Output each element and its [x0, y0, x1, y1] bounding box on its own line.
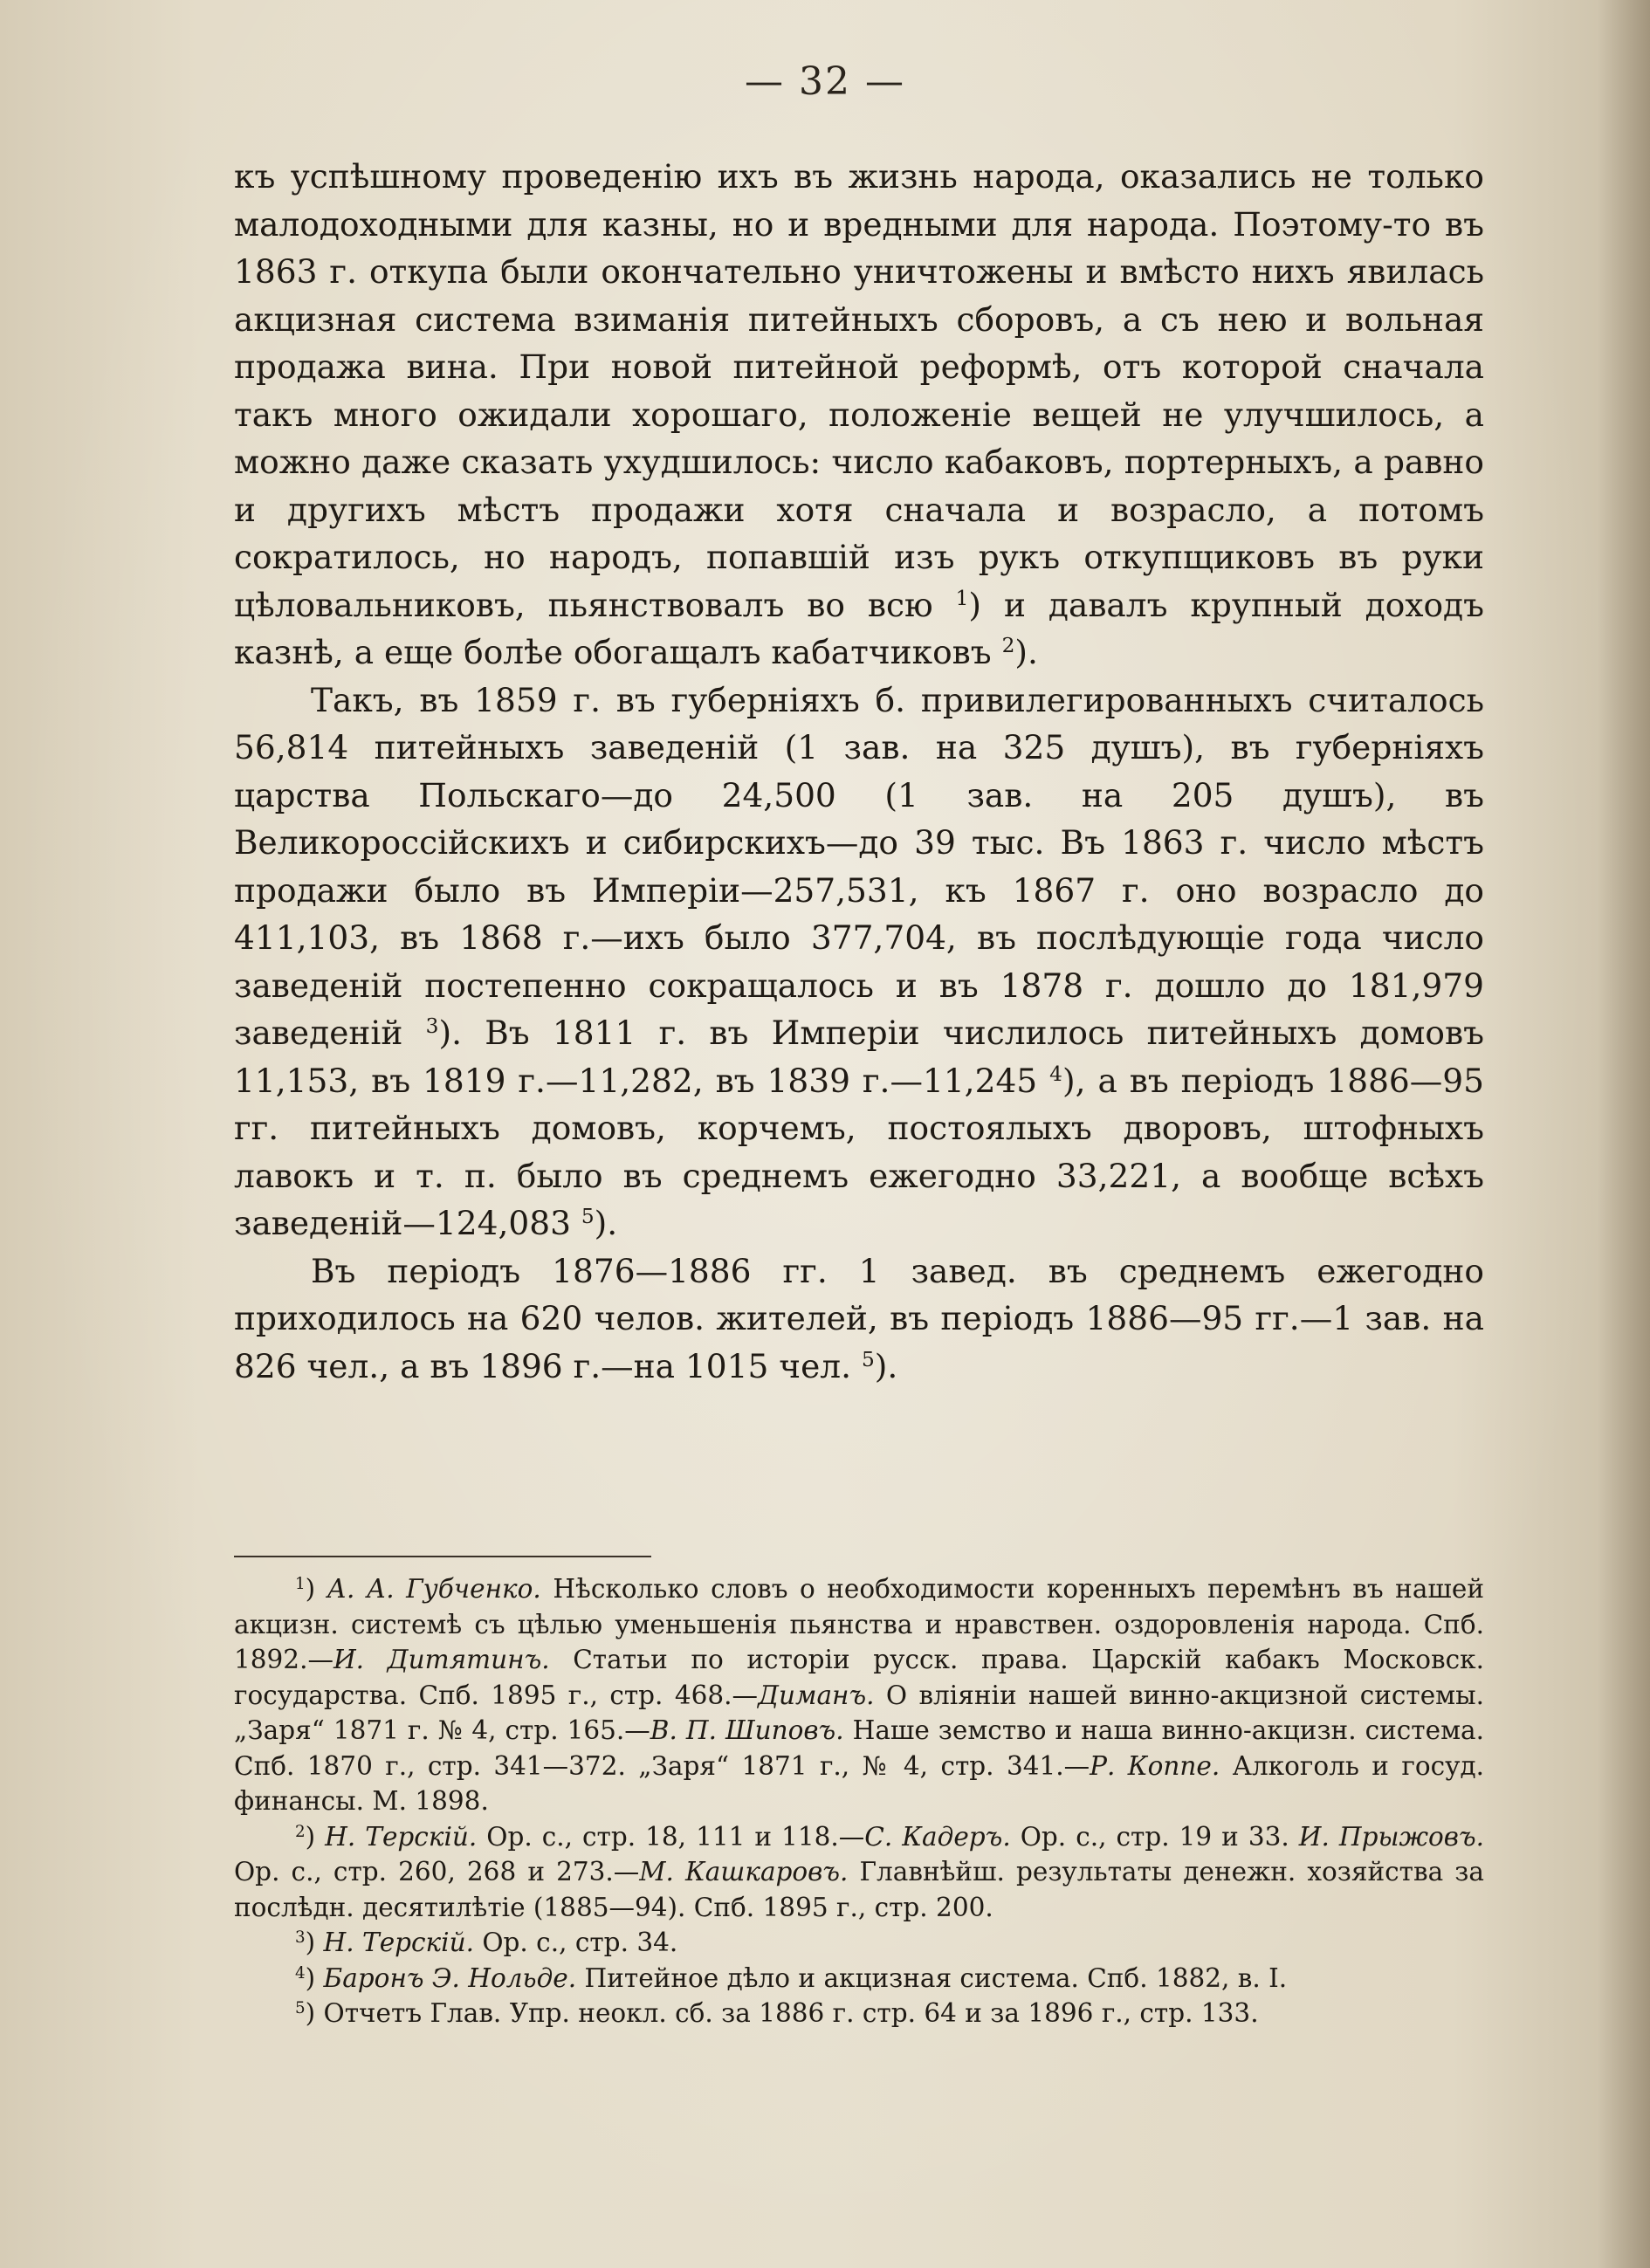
footnote-2-author-3: И. Прыжовъ.	[1298, 1821, 1485, 1852]
footnote-1-author-4: В. П. Шиповъ.	[650, 1715, 844, 1745]
footnote-2-text-3: Ор. с., стр. 260, 268 и 273.—	[234, 1857, 640, 1887]
footnote-3-mark: 3	[295, 1928, 306, 1947]
page-number: — 32 —	[745, 59, 905, 104]
footnote-ref-5: 5	[581, 1205, 595, 1229]
footnote-3-author-1: Н. Терскій.	[323, 1928, 474, 1957]
footnotes	[234, 1571, 1484, 2031]
footnote-3: $^3$) Н. Терскій. Ор. с., стр. 34.	[295, 1928, 678, 1957]
paragraph-3-text: Въ періодъ 1876—1886 гг. 1 завед. въ среднемъ ежегодно приходилось на 620 челов. жителей, въ періодъ 1886—95 гг.—1 зав. на 826 чел., а въ 1896 г.—на 1015 чел.	[234, 1251, 1484, 1385]
paragraph-1-text-end: ).	[1014, 633, 1038, 671]
footnote-2-author-1: Н. Терскій.	[325, 1821, 478, 1852]
paragraph-1-text: къ успѣшному проведенію ихъ въ жизнь народа, оказались не только малодоходными для казны, но и вредными для народа. Поэтому-то въ 1863 г. откупа были окончательно уничтожены и вмѣсто нихъ явилась акцизная система взиманія питейныхъ сборовъ, а съ нею и вольная продажа вина. При новой питейной реформѣ, отъ которой сначала такъ много ожидали хорошаго, положеніе вещей не улучшилось, а можно даже сказать ухудшилось: число кабаковъ, портерныхъ, а равно и другихъ мѣстъ продажи хотя сначала и возрасло, а потомъ сократилось, но народъ, попавшій изъ рукъ откупщиковъ въ руки цѣловальниковъ, пьянствовалъ во всю	[234, 157, 1484, 624]
footnote-1-author-5: Р. Коппе.	[1090, 1750, 1220, 1781]
footnote-4-author-1: Баронъ Э. Нольде.	[323, 1962, 577, 1993]
footnote-1-author-3: Диманъ.	[758, 1680, 875, 1710]
footnote-divider	[234, 1556, 651, 1557]
footnote-1-text-2: Статьи по исторіи русск. права. Царскій кабакъ Московск. государства. Спб. 1895 г., стр. 468.—	[234, 1645, 1484, 1710]
footnote-2-author-4: М. Кашкаровъ.	[639, 1857, 849, 1887]
paragraph-3	[234, 1247, 1484, 1391]
main-text	[234, 153, 1484, 1390]
footnote-2: $^2$) Н. Терскій. Ор. с., стр. 18, 111 и 118.—С. Кадеръ. Ор. с., стр. 19 и 33. И. Прыжовъ. Ор. с., стр. 260, 268 и 273.—М. Кашкаровъ. Главнѣйш. результаты денежн. хозяйства за послѣдн. десятилѣтіе (1885—94). Спб. 1895 г., стр. 200.	[234, 1821, 1485, 1922]
paragraph-2-text: Такъ, въ 1859 г. въ губерніяхъ б. привилегированныхъ считалось 56,814 питейныхъ заведеній (1 зав. на 325 душъ), въ губерніяхъ царства Польскаго—до 24,500 (1 зав. на 205 душъ), въ Великороссійскихъ и сибирскихъ—до 39 тыс. Въ 1863 г. число мѣстъ продажи было въ Имперіи—257,531, къ 1867 г. оно возрасло до 411,103, въ 1868 г.—ихъ было 377,704, въ послѣдующіе года число заведеній постепенно сокращалось и въ 1878 г. дошло до 181,979 заведеній	[234, 680, 1484, 1052]
paragraph-1-text-mid: ) и давалъ крупный доходъ казнѣ, а еще болѣе обогащалъ кабатчиковъ	[234, 585, 1485, 671]
footnote-1-text-5: Алкоголь и госуд. финансы. М. 1898.	[234, 1750, 1484, 1816]
footnote-5-mark: 5	[295, 1998, 306, 2017]
footnote-2-text-2: Ор. с., стр. 19 и 33.	[1010, 1821, 1299, 1852]
footnote-2-text-1: Ор. с., стр. 18, 111 и 118.—	[477, 1821, 865, 1852]
footnote-5-text-1: Отчетъ Глав. Упр. неокл. сб. за 1886 г. стр. 64 и за 1896 г., стр. 133.	[315, 1998, 1259, 2028]
footnote-1-author-1: А. А. Губченко.	[327, 1574, 541, 1604]
paragraph-2	[234, 677, 1484, 1247]
paragraph-1	[234, 153, 1484, 677]
page-edge-shadow	[1598, 0, 1650, 2268]
footnote-4-mark: 4	[295, 1963, 306, 1983]
paragraph-3-text-end: ).	[874, 1346, 898, 1385]
footnote-ref-5b: 5	[861, 1347, 875, 1371]
footnote-2-mark: 2	[295, 1822, 306, 1841]
footnote-1: $^1$) А. А. Губченко. Нѣсколько словъ о необходимости коренныхъ перемѣнъ въ нашей акцизн. системѣ съ цѣлью уменьшенія пьянства и нравствен. оздоровленія народа. Спб. 1892.—И. Дитятинъ. Статьи по исторіи русск. права. Царскій кабакъ Московск. государства. Спб. 1895 г., стр. 468.—Диманъ. О вліяніи нашей винно-акцизной системы. „Заря“ 1871 г. № 4, стр. 165.—В. П. Шиповъ. Наше земство и наша винно-акцизн. система. Спб. 1870 г., стр. 341—372. „Заря“ 1871 г., № 4, стр. 341.—Р. Коппе. Алкоголь и госуд. финансы. М. 1898.	[234, 1574, 1484, 1816]
footnote-4: $^4$) Баронъ Э. Нольде. Питейное дѣло и акцизная система. Спб. 1882, в. I.	[295, 1962, 1288, 1993]
footnote-ref-3: 3	[425, 1014, 439, 1039]
footnote-1-text-1: Нѣсколько словъ о необходимости коренныхъ перемѣнъ въ нашей акцизн. системѣ съ цѣлью уменьшенія пьянства и нравствен. оздоровленія народа. Спб. 1892.—	[234, 1574, 1484, 1674]
footnote-ref-1: 1	[955, 586, 969, 610]
footnote-1-author-2: И. Дитятинъ.	[333, 1645, 550, 1674]
footnote-4-text-1: Питейное дѣло и акцизная система. Спб. 1882, в. I.	[576, 1962, 1288, 1993]
footnote-5: $^5$) Отчетъ Глав. Упр. неокл. сб. за 1886 г. стр. 64 и за 1896 г., стр. 133.	[295, 1998, 1259, 2028]
footnote-ref-4: 4	[1049, 1062, 1062, 1086]
footnote-2-author-2: С. Кадеръ.	[864, 1821, 1011, 1852]
footnote-2-text-4: Главнѣйш. результаты денежн. хозяйства за послѣдн. десятилѣтіе (1885—94). Спб. 1895 г., стр. 200.	[234, 1857, 1484, 1922]
footnote-1-mark: 1	[295, 1574, 306, 1593]
paragraph-2-text-end: ).	[594, 1204, 618, 1242]
footnote-3-text-1: Ор. с., стр. 34.	[473, 1928, 678, 1957]
paragraph-2-text-mid: ). Въ 1811 г. въ Имперіи числилось питейныхъ домовъ 11,153, въ 1819 г.—11,282, въ 1839 г.—11,245	[234, 1014, 1484, 1100]
paragraph-2-text-mid2: ), а въ періодъ 1886—95 гг. питейныхъ домовъ, корчемъ, постоялыхъ дворовъ, штофныхъ лавокъ и т. п. было въ среднемъ ежегодно 33,221, а вообще всѣхъ заведеній—124,083	[234, 1061, 1485, 1242]
footnote-ref-2: 2	[1001, 634, 1015, 658]
footnote-1-text-4: Наше земство и наша винно-акцизн. система. Спб. 1870 г., стр. 341—372. „Заря“ 1871 г., № 4, стр. 341.—	[234, 1715, 1484, 1781]
footnote-1-text-3: О вліяніи нашей винно-акцизной системы. „Заря“ 1871 г. № 4, стр. 165.—	[234, 1680, 1484, 1745]
